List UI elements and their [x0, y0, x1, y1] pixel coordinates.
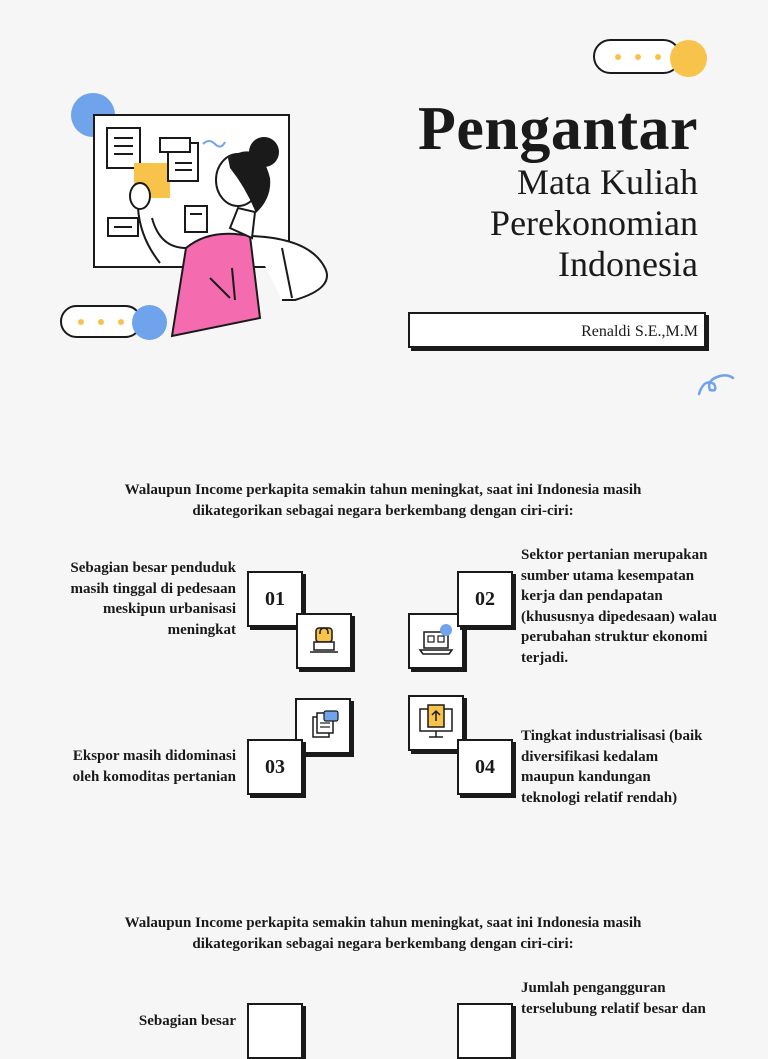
subtitle-line-1: Mata Kuliah	[517, 162, 698, 202]
section2-intro-line-1: Walaupun Income perkapita semakin tahun meningkat, saat ini Indonesia masih	[124, 915, 642, 931]
item-04-icon-box	[408, 695, 464, 751]
decor-pill-top	[593, 39, 681, 74]
subtitle-line-2: Perekonomian	[490, 203, 698, 243]
section1-intro	[80, 480, 686, 522]
section2-item-2-number	[457, 1003, 513, 1059]
page-title: Pengantar	[417, 95, 698, 163]
item-03-icon-box	[295, 698, 351, 754]
item-01-line: meskipun urbanisasi	[103, 601, 236, 617]
item-04-line: diversifikasi kedalam	[521, 748, 659, 765]
item-01-line: masih tinggal di pedesaan	[70, 580, 236, 597]
item-02-line: kerja dan pendapatan	[521, 588, 663, 604]
section2-item-2-line: terselubung relatif besar dan	[521, 1000, 706, 1017]
section1-intro-line-1: Walaupun Income perkapita semakin tahun meningkat, saat ini Indonesia masih	[124, 482, 642, 498]
item-01-icon-box	[296, 613, 352, 669]
item-02-line: terjadi.	[521, 649, 569, 666]
item-02-line: Sektor pertanian merupakan	[521, 547, 708, 563]
item-01-number: 01	[247, 571, 303, 627]
section2-item-2-text	[521, 978, 761, 1019]
section2-item-1-text: Sebagian besar	[138, 1013, 236, 1029]
section2-item-2-line: Jumlah pengangguran	[521, 980, 666, 996]
item-03-line: oleh komoditas pertanian	[72, 768, 236, 785]
item-01-line: meningkat	[167, 621, 236, 638]
section2-intro	[80, 913, 686, 955]
subtitle-line-3: Indonesia	[558, 244, 698, 284]
item-01-line: Sebagian besar penduduk	[70, 560, 236, 576]
item-02-line: perubahan struktur ekonomi	[521, 629, 708, 645]
item-03-number: 03	[247, 739, 303, 795]
item-02-text	[521, 545, 761, 668]
item-02-icon-box	[408, 613, 464, 669]
decor-circle-yellow	[670, 40, 707, 77]
section1-intro-line-2: dikategorikan sebagai negara berkembang dengan ciri-ciri:	[192, 503, 574, 519]
monitor-upload-icon	[416, 703, 456, 743]
item-04-text	[521, 726, 761, 808]
laptop-icon	[418, 624, 454, 658]
section2-intro-line-2: dikategorikan sebagai negara berkembang dengan ciri-ciri:	[192, 936, 574, 952]
item-04-line: Tingkat industrialisasi (baik	[521, 728, 703, 744]
item-02-line: sumber utama kesempatan	[521, 567, 695, 584]
squiggle-icon	[696, 370, 736, 398]
item-03-line: Ekspor masih didominasi	[72, 748, 236, 764]
documents-icon	[306, 709, 340, 743]
decor-circle-blue	[132, 305, 167, 340]
author-box	[408, 312, 706, 348]
tractor-lock-icon	[307, 624, 341, 658]
subtitle	[338, 162, 698, 285]
item-04-number: 04	[457, 739, 513, 795]
item-01-text	[20, 558, 236, 640]
item-02-line: (khususnya dipedesaan) walau	[521, 608, 717, 625]
decor-pill-left	[60, 305, 142, 338]
author-name: Renaldi S.E.,M.M	[581, 323, 698, 340]
item-03-text	[20, 746, 236, 787]
section2-item-1-number	[247, 1003, 303, 1059]
item-04-line: teknologi relatif rendah)	[521, 789, 678, 806]
item-02-number: 02	[457, 571, 513, 627]
item-04-line: maupun kandungan	[521, 769, 651, 785]
